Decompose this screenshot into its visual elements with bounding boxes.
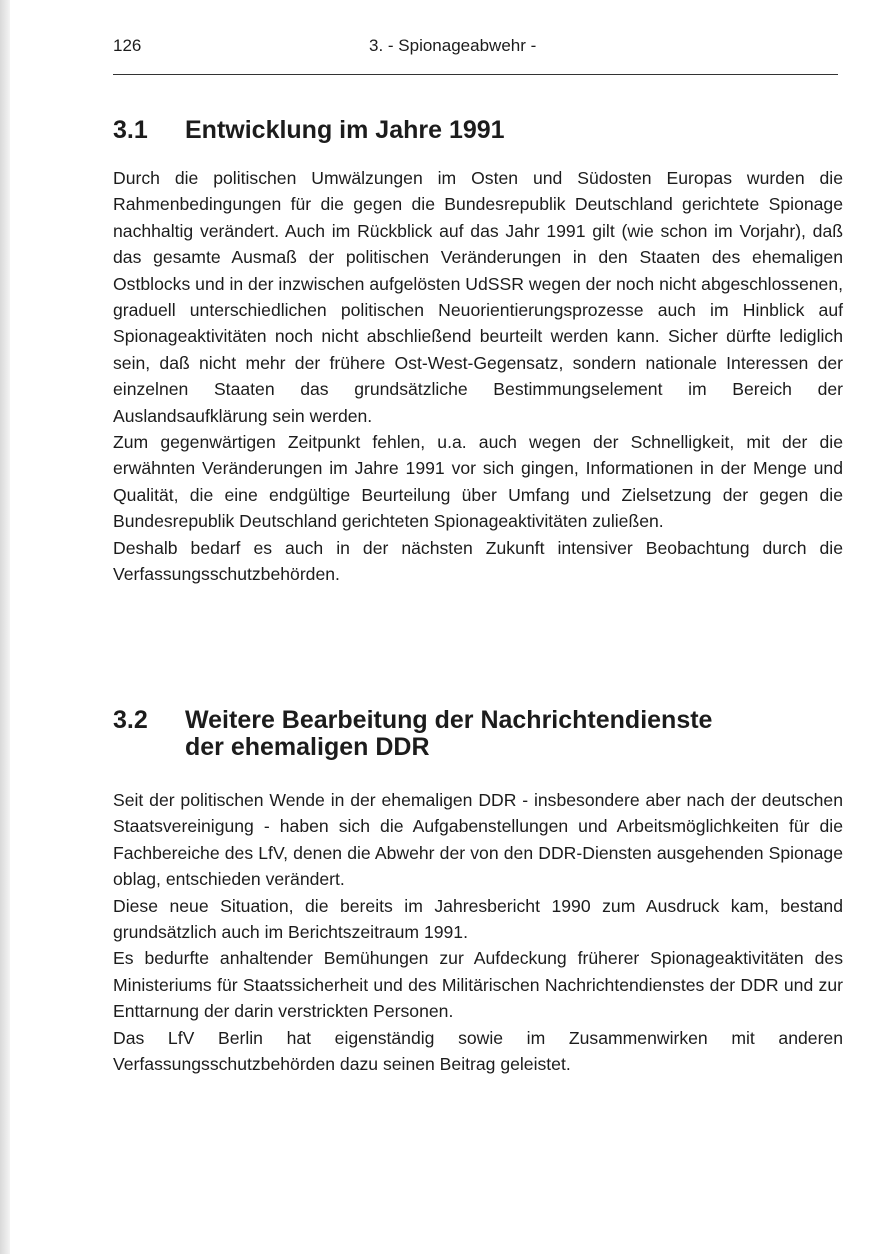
header-rule — [113, 74, 838, 75]
section-heading — [113, 707, 843, 761]
section-body — [113, 787, 843, 1077]
page-header — [113, 36, 838, 60]
paragraph: Das LfV Berlin hat eigenständig sowie im Zusammenwirken mit anderen Verfassungsschutzbehörden dazu seinen Beitrag geleistet. — [113, 1027, 843, 1075]
section-3-2 — [113, 707, 843, 1077]
paragraph: Seit der politischen Wende in der ehemaligen DDR - insbesondere aber nach der deutschen Staatsvereinigung - haben sich die Aufgabenstellungen und Arbeitsmöglichkeiten für die Fachbereiche des LfV, denen die Abwehr der von den DDR-Diensten ausgehenden Spionage oblag, entschieden verändert. — [113, 790, 843, 890]
section-number: 3.1 — [113, 116, 148, 144]
paragraph: Diese neue Situation, die bereits im Jahresbericht 1990 zum Ausdruck kam, bestand grundsätzlich auch im Berichtszeitraum 1991. — [113, 895, 843, 943]
section-title-line-1: Weitere Bearbeitung der Nachrichtendienste — [185, 706, 713, 734]
section-heading — [113, 117, 843, 144]
page-edge-shadow — [0, 0, 10, 1254]
page-number: 126 — [113, 36, 142, 55]
paragraph: Zum gegenwärtigen Zeitpunkt fehlen, u.a. auch wegen der Schnelligkeit, mit der die erwähnten Veränderungen im Jahre 1991 vor sich gingen, Informationen in der Menge und Qualität, die eine endgültige Beurteilung über Umfang und Zielsetzung der gegen die Bundesrepublik Deutschland gerichteten Spionageaktivitäten zuließen. — [113, 432, 843, 532]
section-number: 3.2 — [113, 706, 148, 734]
section-title-line-2: der ehemaligen DDR — [185, 733, 430, 761]
paragraph: Durch die politischen Umwälzungen im Osten und Südosten Europas wurden die Rahmenbedingungen für die gegen die Bundesrepublik Deutschland gerichtete Spionage nachhaltig verändert. Auch im Rückblick auf das Jahr 1991 gilt (wie schon im Vorjahr), daß das gesamte Ausmaß der politischen Veränderungen in den Staaten des ehemaligen Ostblocks und in der inzwischen aufgelösten UdSSR wegen der noch nicht abgeschlossenen, graduell unterschiedlichen politischen Neuorientierungsprozesse auch im Hinblick auf Spionageaktivitäten noch nicht abschließend beurteilt werden kann. Sicher dürfte lediglich sein, daß nicht mehr der frühere Ost-West-Gegensatz, sondern nationale Interessen der einzelnen Staaten das grundsätzliche Bestimmungselement im Bereich der Auslandsaufklärung sein werden. — [113, 168, 843, 426]
section-title — [185, 707, 843, 761]
section-body — [113, 165, 843, 588]
running-title: 3. - Spionageabwehr - — [369, 36, 537, 55]
paragraph: Deshalb bedarf es auch in der nächsten Zukunft intensiver Beobachtung durch die Verfassungsschutzbehörden. — [113, 537, 843, 585]
paragraph: Es bedurfte anhaltender Bemühungen zur Aufdeckung früherer Spionageaktivitäten des Ministeriums für Staatssicherheit und des Militärischen Nachrichtendienstes der DDR und zur Enttarnung der darin verstrickten Personen. — [113, 948, 843, 1022]
section-3-1 — [113, 117, 843, 588]
section-title: Entwicklung im Jahre 1991 — [185, 116, 505, 144]
